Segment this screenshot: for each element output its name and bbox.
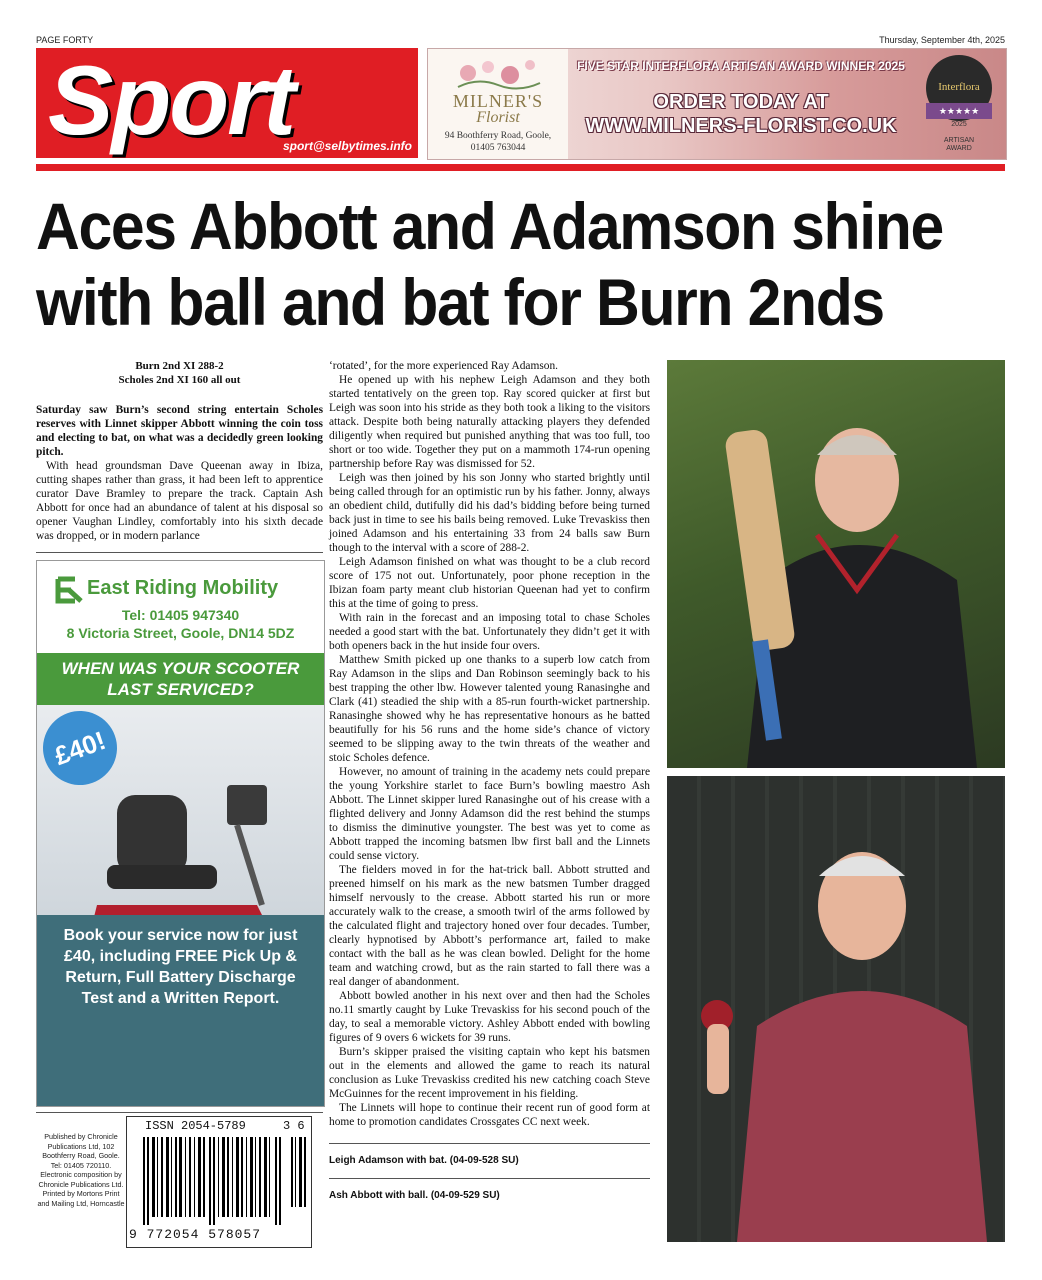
article-intro: Saturday saw Burn’s second string entertain Scholes reserves with Linnet skipper Abbott winning the coin toss and electing to bat, on what was a decidedly green looking pitch. xyxy=(36,404,323,458)
column-rule xyxy=(36,552,323,553)
mobility-body-line1: Book your service now for just xyxy=(63,927,298,944)
florist-website[interactable]: WWW.MILNERS-FLORIST.CO.UK xyxy=(585,115,897,137)
barcode-icon xyxy=(143,1137,307,1225)
flower-decoration-icon xyxy=(448,53,548,93)
article-paragraph: Leigh Adamson finished on what was thought to be a club record score of 175 not out. Unfortunately, poor phone reception in the Ibizan foam party meant club historian Queenan had yet to confirm this at the time of going to press. xyxy=(329,556,650,610)
florist-phone: 01405 763044 xyxy=(470,143,526,153)
florist-name: MILNER'S xyxy=(452,91,544,111)
photo-caption-2: Ash Abbott with ball. (04-09-529 SU) xyxy=(329,1190,500,1201)
issue-number: 3 6 xyxy=(283,1119,305,1133)
scooter-photo xyxy=(37,705,324,915)
issn: ISSN 2054-5789 xyxy=(145,1119,246,1133)
page-label: PAGE FORTY xyxy=(36,35,94,45)
issue-date: Thursday, September 4th, 2025 xyxy=(879,35,1005,45)
article-paragraph: The Linnets will hope to continue their recent run of good form at home to promotion candidates Crossgates CC next week. xyxy=(329,1102,650,1128)
mobility-phone: Tel: 01405 947340 xyxy=(121,607,240,623)
article-column-1 xyxy=(36,359,323,543)
section-title: Sport xyxy=(48,45,294,155)
article-paragraph: Burn’s skipper praised the visiting captain who kept his batsmen out in the elements and allowed the game to reach its natural conclusion as Luke Trevaskiss credited his new catching coach Steve McGuinnes for the recent improvement in his fielding. xyxy=(329,1046,650,1100)
headline: Aces Abbott and Adamson shine with ball and bat for Burn 2nds xyxy=(36,189,943,339)
photo-caption-1: Leigh Adamson with bat. (04-09-528 SU) xyxy=(329,1155,519,1166)
mobility-brand: East Riding Mobility xyxy=(87,577,279,599)
barcode-box xyxy=(126,1116,312,1248)
article-paragraph: With rain in the forecast and an imposing total to chase Scholes needed a good start with the bat. Unfortunately they didn’t get it with both openers back in the hut inside four overs. xyxy=(329,612,650,652)
florist-advert[interactable] xyxy=(427,48,1007,160)
price-badge: £40! xyxy=(36,701,127,796)
mobility-body-line4: Test and a Written Report. xyxy=(81,990,280,1007)
header-rule xyxy=(36,164,1005,171)
article-paragraph: Leigh was then joined by his son Jonny who started brightly until being called through for an optimistic run by his father. Jonny, always an obedient child, dutifully did his dad’s bidding before being turned back just in time to see his bails being removed. Luke Trevaskiss then joined Adamson and his entertaining 33 from 24 balls saw Burn though to the interval with a score of 288-2. xyxy=(329,472,650,554)
article-paragraph: With head groundsman Dave Queenan away in Ibiza, cutting shapes rather than grass, it had been left to apprentice curator Dave Bramley to prepare the track. Captain Ash Abbott for once had an abundance of talent at his disposal so opener Vaughan Lindley, comfortably into his sixth decade was dropped, or in modern parlance xyxy=(36,460,323,542)
mobility-advert[interactable] xyxy=(36,560,325,1107)
article-paragraph: Abbott bowled another in his next over and then had the Scholes no.11 smartly caught by Luke Trevaskiss for his second pouch of the day, to seal a memorable victory. Ashley Abbott ended with bowling figures of 9 overs 6 wickets for 39 runs. xyxy=(329,990,650,1044)
photo-ash-abbott xyxy=(667,776,1005,1242)
publisher-imprint: Published by Chronicle Publications Ltd, 102 Boothferry Road, Goole. Tel: 01405 720110. Electronic composition by Chronicle Publications Ltd. Printed by Mortons Print and Mailing Ltd, Horncastle xyxy=(37,1132,125,1208)
score-burn: Burn 2nd XI 288-2 xyxy=(135,360,224,372)
barcode-number: 9 772054 578057 xyxy=(129,1227,262,1242)
badge-line2: AWARD xyxy=(946,145,972,152)
article-paragraph: However, no amount of training in the academy nets could prepare the young Yorkshire starlet to face Burn’s bowling maestro Ash Abbott. The Linnet skipper lured Ranasinghe out of his crease with a flighted delivery and Jonny Adamson did the rest behind the stumps to dismiss the diminutive youngster. The best was yet to come as Abbott trapped the incoming batsmen lbw first ball and the Linnets could sense victory. xyxy=(329,766,650,862)
mobility-body-line2: £40, including FREE Pick Up & xyxy=(64,948,297,965)
article-paragraph: Matthew Smith picked up one thanks to a superb low catch from Ray Adamson in the slips and Dan Robinson seemingly back to his best trapping the other lbw. However talented young Ranasinghe and Clark (41) steadied the ship with a 85-run fourth-wicket partnership. Ranasinghe showed why he has representative honours as he batted beautifully for his 56 runs and the home side’s chance of victory seemed to be slipping away to the twin threats of the weather and stoic Scholes defence. xyxy=(329,654,650,764)
mobility-banner-line1: WHEN WAS YOUR SCOOTER xyxy=(61,659,300,678)
mobility-address: 8 Victoria Street, Goole, DN14 5DZ xyxy=(66,625,295,641)
florist-subname: Florist xyxy=(476,109,520,126)
florist-award-line: FIVE STAR INTERFLORA ARTISAN AWARD WINNER 2025 xyxy=(577,59,905,73)
article-column-2 xyxy=(329,359,650,1203)
er-logo-icon xyxy=(55,575,85,605)
mobility-body-line3: Return, Full Battery Discharge xyxy=(65,969,296,986)
article-paragraph: The fielders moved in for the hat-trick ball. Abbott strutted and preened himself on his mark as the new batsmen Tumber dragged himself nervously to the crease. Abbott started his run or more accurately walk to the crease, a smooth twirl of the arms followed by the calculated flight and trajectory honed over four decades. Tumber, clearly hypnotised by Abbott’s performance art, failed to make contact with the ball as he was clean bowled. Delight for the home team and watching crowd, but as the rain started to fall there was a real danger of abandonment. xyxy=(329,864,650,988)
mobility-banner-line2: LAST SERVICED? xyxy=(107,680,254,699)
badge-year: 2025 xyxy=(951,121,967,128)
interflora-award-badge xyxy=(920,55,998,155)
article-paragraph: He opened up with his nephew Leigh Adamson and they both started tentatively on the green top. Ray scored quicker at first but Leigh was soon into his stride as they both took a liking to the visitors attack. Despite both being naturally attacking players they defended diligently when required but punished anything that was too full, too short or too wide. Together they put on a mammoth 174-run opening partnership before Ray was dismissed for 52. xyxy=(329,374,650,470)
bowler-photo-icon xyxy=(667,776,1005,1242)
batsman-photo-icon xyxy=(667,360,1005,768)
sport-email[interactable]: sport@selbytimes.info xyxy=(282,139,412,153)
article-paragraph: ‘rotated’, for the more experienced Ray Adamson. xyxy=(329,360,558,372)
photo-leigh-adamson xyxy=(667,360,1005,768)
florist-address: 94 Boothferry Road, Goole, xyxy=(444,131,552,141)
florist-order-line: ORDER TODAY AT xyxy=(653,91,829,113)
badge-line1: ARTISAN xyxy=(943,137,975,144)
imprint-rule xyxy=(36,1112,323,1113)
badge-brand: Interflora xyxy=(938,81,980,93)
score-scholes: Scholes 2nd XI 160 all out xyxy=(118,374,241,386)
badge-stars: ★★★★★ xyxy=(926,103,992,119)
